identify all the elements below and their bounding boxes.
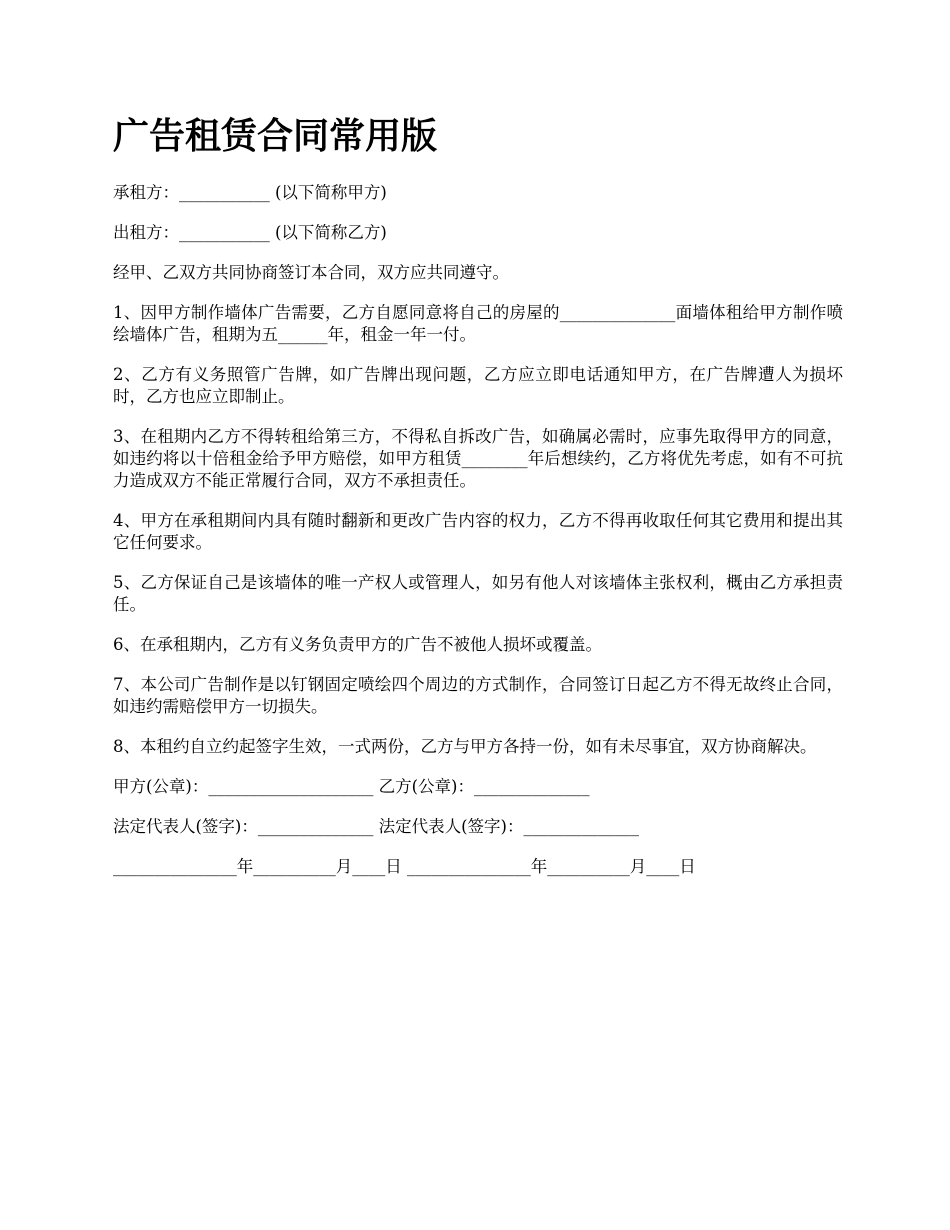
clause-7: 7、本公司广告制作是以钉钢固定喷绘四个周边的方式制作，合同签订日起乙方不得无故终止合同，如违约需赔偿甲方一切损失。 xyxy=(113,675,843,716)
clause-4: 4、甲方在承租期间内具有随时翻新和更改广告内容的权力，乙方不得再收取任何其它费用和提出其它任何要求。 xyxy=(113,511,843,552)
clause-1: 1、因甲方制作墙体广告需要，乙方自愿同意将自己的房屋的______________面墙体租给甲方制作喷绘墙体广告，租期为五______年，租金一年一付。 xyxy=(113,303,843,344)
representative-signature-line: 法定代表人(签字)：______________ 法定代表人(签字)：______________ xyxy=(113,817,639,836)
clause-6: 6、在承租期内，乙方有义务负责甲方的广告不被他人损坏或覆盖。 xyxy=(113,635,602,654)
clause-5: 5、乙方保证自己是该墙体的唯一产权人或管理人，如另有他人对该墙体主张权利，概由乙方承担责任。 xyxy=(113,573,843,614)
contract-document xyxy=(113,112,843,896)
clause-3: 3、在租期内乙方不得转租给第三方，不得私自拆改广告，如确属必需时，应事先取得甲方的同意，如违约将以十倍租金给予甲方赔偿，如甲方租赁________年后想续约，乙方将优先考虑，如有不可抗力造成双方不能正常履行合同，双方不承担责任。 xyxy=(113,427,843,490)
lessor-line: 出租方：___________ (以下简称乙方) xyxy=(113,223,387,242)
lessee-line: 承租方：___________ (以下简称甲方) xyxy=(113,183,387,202)
date-line: _______________年__________月____日 _______________年__________月____日 xyxy=(113,857,696,876)
intro-paragraph: 经甲、乙双方共同协商签订本合同，双方应共同遵守。 xyxy=(113,263,509,282)
seal-line: 甲方(公章)：____________________ 乙方(公章)：______________ xyxy=(113,777,590,796)
clause-8: 8、本租约自立约起签字生效，一式两份，乙方与甲方各持一份，如有未尽事宜，双方协商解决。 xyxy=(113,737,817,756)
document-title: 广告租赁合同常用版 xyxy=(113,115,438,157)
clause-2: 2、乙方有义务照管广告牌，如广告牌出现问题，乙方应立即电话通知甲方，在广告牌遭人为损坏时，乙方也应立即制止。 xyxy=(113,365,843,406)
